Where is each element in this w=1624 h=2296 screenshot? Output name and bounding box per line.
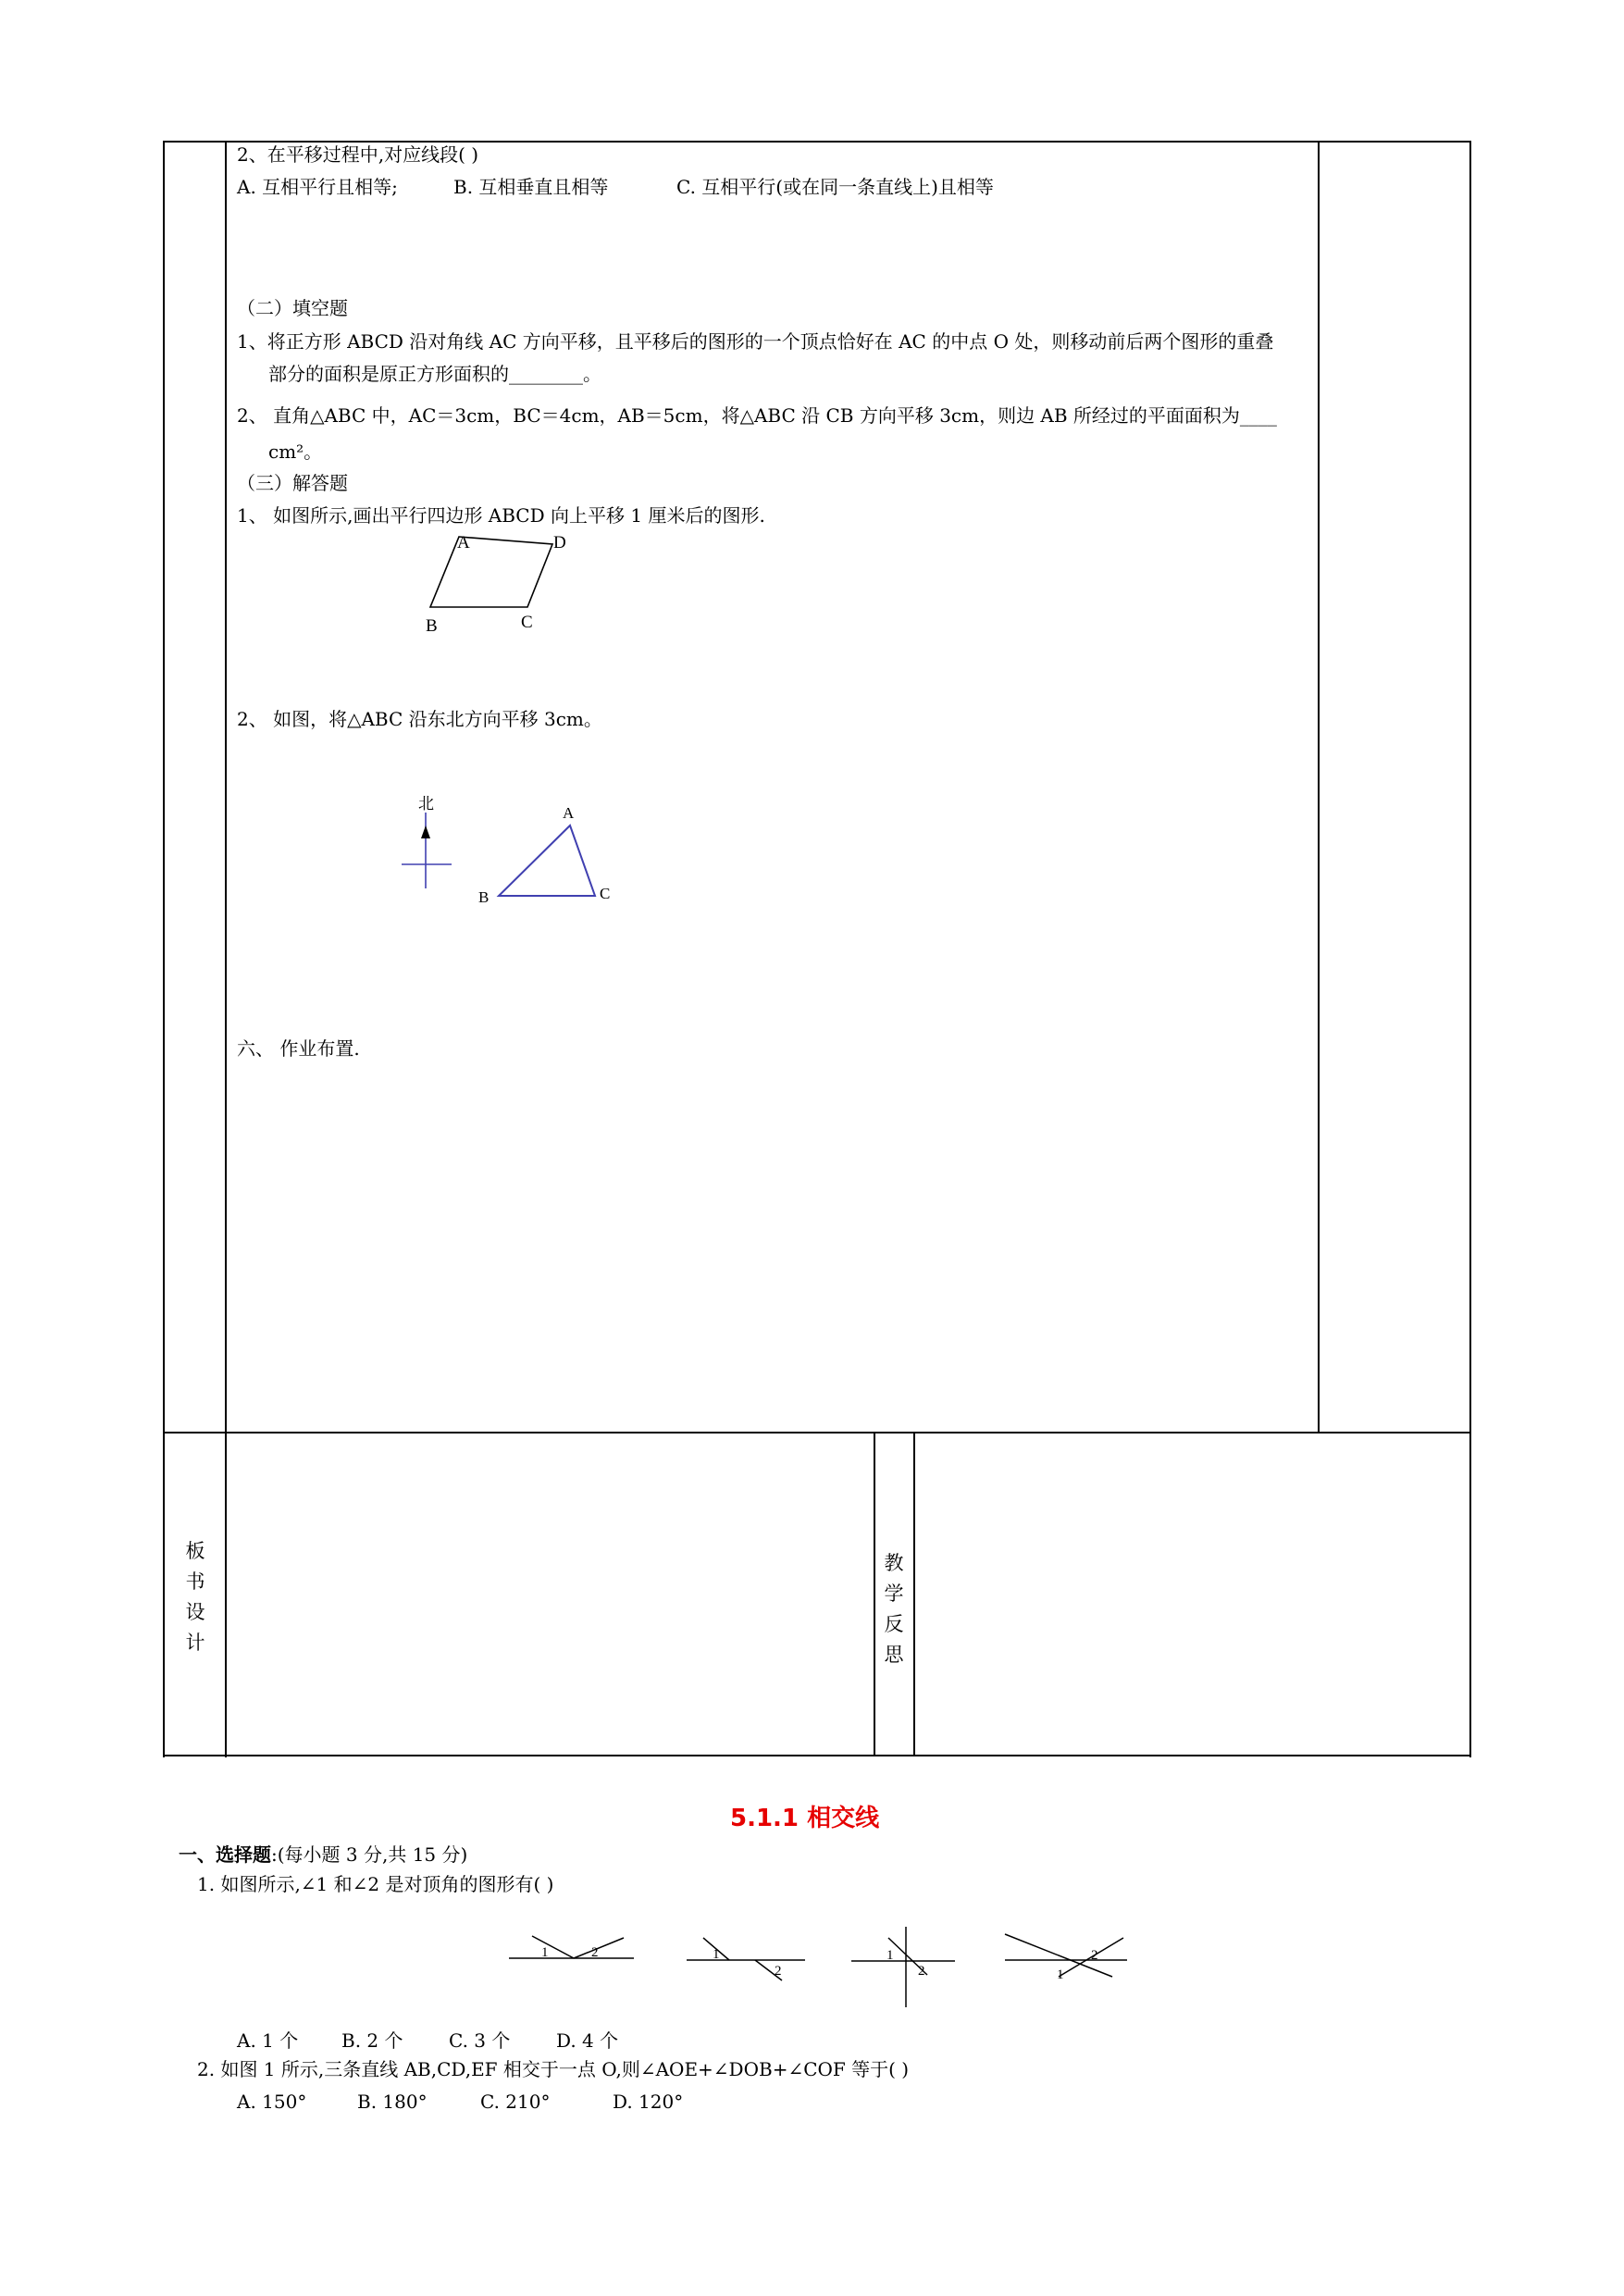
option-c: C. 210° <box>480 2091 551 2113</box>
option-b: B. 180° <box>357 2091 428 2113</box>
triangle-compass-figure <box>389 794 638 914</box>
vertex-label-b: B <box>426 616 438 633</box>
angle-label-1: 1 <box>713 1947 720 1962</box>
section-question-2: 2. 如图 1 所示,三条直线 AB,CD,EF 相交于一点 O,则∠AOE+∠DOB+∠COF 等于( ) <box>197 2058 910 2080</box>
parallelogram-figure <box>416 529 583 633</box>
triangle-shape <box>499 825 595 896</box>
part-heading: 一、选择题 <box>179 1843 271 1866</box>
answer-heading: （三）解答题 <box>237 472 348 494</box>
option-a: A. 互相平行且相等; <box>237 176 398 198</box>
angle-label-2: 2 <box>591 1945 599 1960</box>
vertex-label-d: D <box>553 533 566 552</box>
homework-heading: 六、 作业布置. <box>237 1037 360 1060</box>
angle-label-2: 2 <box>775 1964 782 1979</box>
angle-figure-3 <box>842 1919 972 2012</box>
question-stem: 2、在平移过程中,对应线段( ) <box>237 143 479 166</box>
answer-question-2: 2、 如图，将△ABC 沿东北方向平移 3cm。 <box>237 708 602 730</box>
fill-question-1-line-1: 1、将正方形 ABCD 沿对角线 AC 方向平移，且平移后的图形的一个顶点恰好在 AC 的中点 O 处，则移动前后两个图形的重叠 <box>237 330 1274 353</box>
option-a: A. 1 个 <box>237 2029 299 2052</box>
triangle-label-c: C <box>600 885 611 902</box>
angle-label-2: 2 <box>1091 1948 1098 1963</box>
triangle-label-b: B <box>478 888 490 906</box>
option-d: D. 4 个 <box>556 2029 619 2052</box>
option-c: C. 3 个 <box>449 2029 511 2052</box>
part-note: :(每小题 3 分,共 15 分) <box>271 1843 468 1866</box>
fill-question-2-line-1: 2、 直角△ABC 中，AC＝3cm，BC＝4cm，AB＝5cm，将△ABC 沿 CB 方向平移 3cm，则边 AB 所经过的平面面积为____ <box>237 404 1277 427</box>
fill-heading: （二）填空题 <box>237 297 348 319</box>
option-d: D. 120° <box>613 2091 684 2113</box>
option-b: B. 互相垂直且相等 <box>453 176 609 198</box>
teaching-reflection-label: 教 学 反 思 <box>884 1552 904 1666</box>
option-c: C. 互相平行(或在同一条直线上)且相等 <box>676 176 994 198</box>
fill-question-1-line-2: 部分的面积是原正方形面积的________。 <box>268 363 601 385</box>
angle-figure-1 <box>500 1923 638 1979</box>
section-question-1: 1. 如图所示,∠1 和∠2 是对顶角的图形有( ) <box>197 1873 554 1895</box>
angle-label-2: 2 <box>918 1964 925 1979</box>
vertex-label-a: A <box>457 533 470 552</box>
compass-icon <box>402 813 452 888</box>
section-title: 5.1.1 相交线 <box>730 1805 880 1832</box>
angle-figure-2 <box>676 1923 814 1988</box>
angle-label-1: 1 <box>886 1948 894 1963</box>
angle-figure-4 <box>998 1919 1136 1993</box>
option-b: B. 2 个 <box>341 2029 403 2052</box>
vertex-label-c: C <box>521 613 533 632</box>
option-a: A. 150° <box>237 2091 307 2113</box>
board-design-label: 板 书 设 计 <box>185 1540 205 1654</box>
part-heading-line <box>179 1843 467 1866</box>
answer-question-1: 1、 如图所示,画出平行四边形 ABCD 向上平移 1 厘米后的图形. <box>237 504 765 527</box>
angle-label-1: 1 <box>1057 1967 1064 1982</box>
parallelogram-shape <box>430 537 552 607</box>
compass-north-label: 北 <box>418 795 434 813</box>
angle-label-1: 1 <box>541 1945 549 1960</box>
fill-question-2-unit: cm²。 <box>268 441 323 463</box>
triangle-label-a: A <box>563 804 575 822</box>
